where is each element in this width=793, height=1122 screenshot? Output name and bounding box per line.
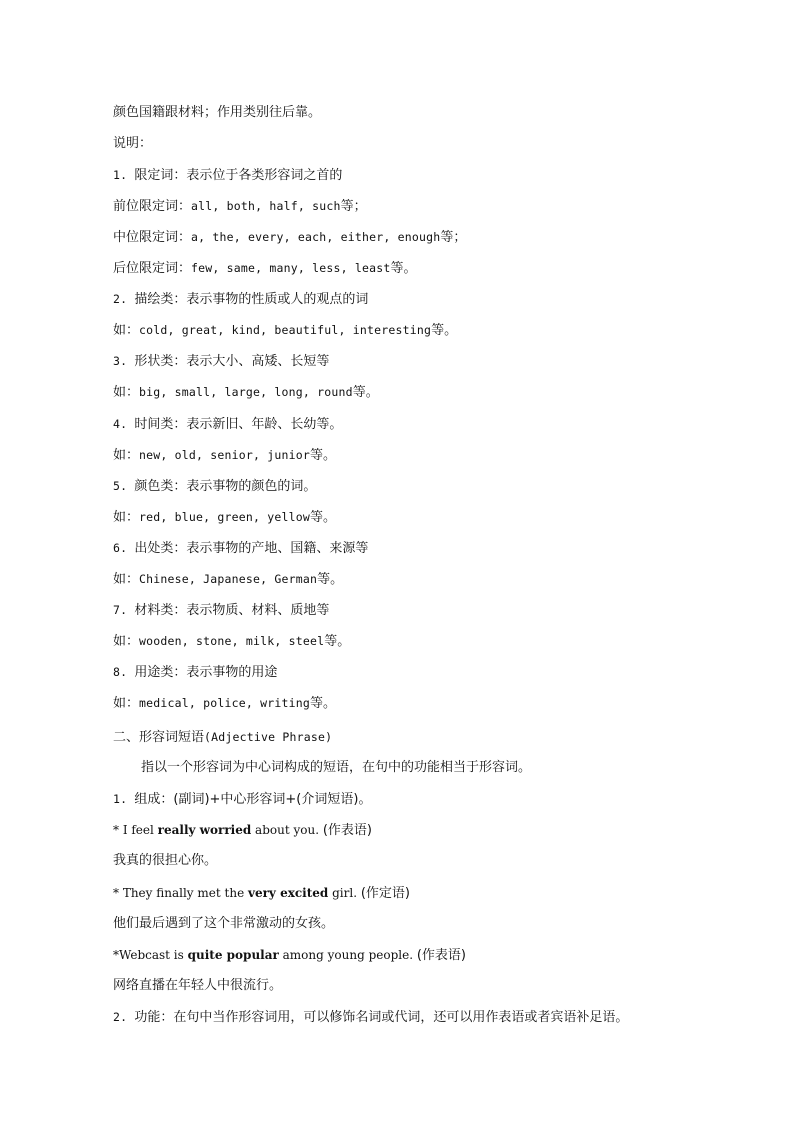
line-suffix: 等； <box>440 230 467 245</box>
item-text: 颜色类：表示事物的颜色的词。 <box>134 479 317 494</box>
english-words: few, same, many, less, least <box>191 261 391 275</box>
item-text: 限定词：表示位于各类形容词之首的 <box>134 168 343 183</box>
english-words: wooden, stone, milk, steel <box>139 634 325 648</box>
english-words: cold, great, kind, beautiful, interesting <box>139 323 432 337</box>
line-prefix: 如： <box>113 323 140 338</box>
line-text: 说明： <box>113 136 153 151</box>
sentence-highlight: quite popular <box>187 948 279 962</box>
item-number: 4. <box>113 417 135 431</box>
item-number: 2. <box>113 1010 135 1024</box>
item-text: 材料类：表示物质、材料、质地等 <box>134 603 330 618</box>
sentence-part: *Webcast is <box>113 948 188 962</box>
item-number: 7. <box>113 603 135 617</box>
list-item-heading <box>113 538 733 559</box>
item-text: 组成：(副词)+中心形容词+(介词短语)。 <box>134 792 372 807</box>
item-text: 形状类：表示大小、高矮、长短等 <box>134 354 330 369</box>
list-item-heading <box>113 165 733 186</box>
english-words: Chinese, Japanese, German <box>139 572 318 586</box>
list-item-heading <box>113 662 733 683</box>
english-words: all, both, half, such <box>191 199 341 213</box>
section-heading <box>113 727 733 748</box>
section-title-english: (Adjective Phrase) <box>204 730 333 744</box>
line-suffix: 等。 <box>309 448 336 463</box>
section-title: 二、形容词短语 <box>113 730 205 745</box>
sentence-part: * I feel <box>113 823 158 837</box>
translation-line <box>113 976 733 996</box>
line-prefix: 如： <box>113 572 140 587</box>
item-number: 8. <box>113 665 135 679</box>
line-suffix: 等。 <box>352 385 379 400</box>
grammar-note: (作定语) <box>360 886 410 901</box>
line-suffix: 等。 <box>317 572 344 587</box>
example-line <box>113 382 733 403</box>
example-line <box>113 693 733 714</box>
line-suffix: 等。 <box>324 634 351 649</box>
text-line <box>113 103 733 123</box>
item-text: 时间类：表示新旧、年龄、长幼等。 <box>134 417 343 432</box>
example-sentence <box>113 945 733 966</box>
line-suffix: 等。 <box>390 261 417 276</box>
list-item-heading <box>113 1007 733 1028</box>
item-text: 功能：在句中当作形容词用，可以修饰名词或代词，还可以用作表语或者宾语补足语。 <box>134 1010 629 1025</box>
example-line <box>113 445 733 466</box>
english-words: a, the, every, each, either, enough <box>191 230 441 244</box>
line-suffix: 等。 <box>431 323 458 338</box>
grammar-note: (作表语) <box>416 948 466 963</box>
line-prefix: 后位限定词： <box>113 261 192 276</box>
english-words: big, small, large, long, round <box>139 385 353 399</box>
example-line <box>113 320 733 341</box>
list-item-heading <box>113 789 733 810</box>
grammar-note: (作表语) <box>322 823 372 838</box>
sentence-highlight: very excited <box>247 886 329 900</box>
definition-paragraph <box>141 758 761 778</box>
line-suffix: 等。 <box>309 696 336 711</box>
line-prefix: 如： <box>113 448 140 463</box>
example-sentence <box>113 820 733 841</box>
list-item-heading <box>113 476 733 497</box>
line-prefix: 如： <box>113 510 140 525</box>
english-words: new, old, senior, junior <box>139 448 310 462</box>
list-item-heading <box>113 351 733 372</box>
example-line <box>113 227 733 248</box>
english-words: red, blue, green, yellow <box>139 510 310 524</box>
example-line <box>113 258 733 279</box>
item-number: 3. <box>113 354 135 368</box>
item-number: 1. <box>113 168 135 182</box>
sentence-highlight: really worried <box>157 823 252 837</box>
line-prefix: 如： <box>113 385 140 400</box>
line-text: 指以一个形容词为中心词构成的短语，在句中的功能相当于形容词。 <box>141 760 532 775</box>
line-text: 颜色国籍跟材料；作用类别往后靠。 <box>113 105 322 120</box>
sentence-part: * They finally met the <box>113 886 248 900</box>
example-sentence <box>113 883 733 904</box>
line-prefix: 前位限定词： <box>113 199 192 214</box>
sentence-part: girl. <box>328 886 361 900</box>
item-number: 2. <box>113 292 135 306</box>
item-number: 1. <box>113 792 135 806</box>
line-text: 我真的很担心你。 <box>113 853 218 868</box>
example-line <box>113 507 733 528</box>
sentence-part: among young people. <box>278 948 417 962</box>
translation-line <box>113 914 733 934</box>
example-line <box>113 196 733 217</box>
sentence-part: about you. <box>251 823 323 837</box>
example-line <box>113 631 733 652</box>
item-number: 6. <box>113 541 135 555</box>
line-text: 他们最后遇到了这个非常激动的女孩。 <box>113 916 335 931</box>
item-number: 5. <box>113 479 135 493</box>
list-item-heading <box>113 289 733 310</box>
line-prefix: 中位限定词： <box>113 230 192 245</box>
example-line <box>113 569 733 590</box>
list-item-heading <box>113 600 733 621</box>
item-text: 用途类：表示事物的用途 <box>134 665 278 680</box>
list-item-heading <box>113 414 733 435</box>
line-prefix: 如： <box>113 696 140 711</box>
item-text: 描绘类：表示事物的性质或人的观点的词 <box>134 292 369 307</box>
section-label <box>113 134 733 154</box>
item-text: 出处类：表示事物的产地、国籍、来源等 <box>134 541 369 556</box>
line-prefix: 如： <box>113 634 140 649</box>
line-suffix: 等。 <box>309 510 336 525</box>
english-words: medical, police, writing <box>139 696 310 710</box>
line-suffix: 等； <box>340 199 367 214</box>
line-text: 网络直播在年轻人中很流行。 <box>113 978 283 993</box>
translation-line <box>113 851 733 871</box>
